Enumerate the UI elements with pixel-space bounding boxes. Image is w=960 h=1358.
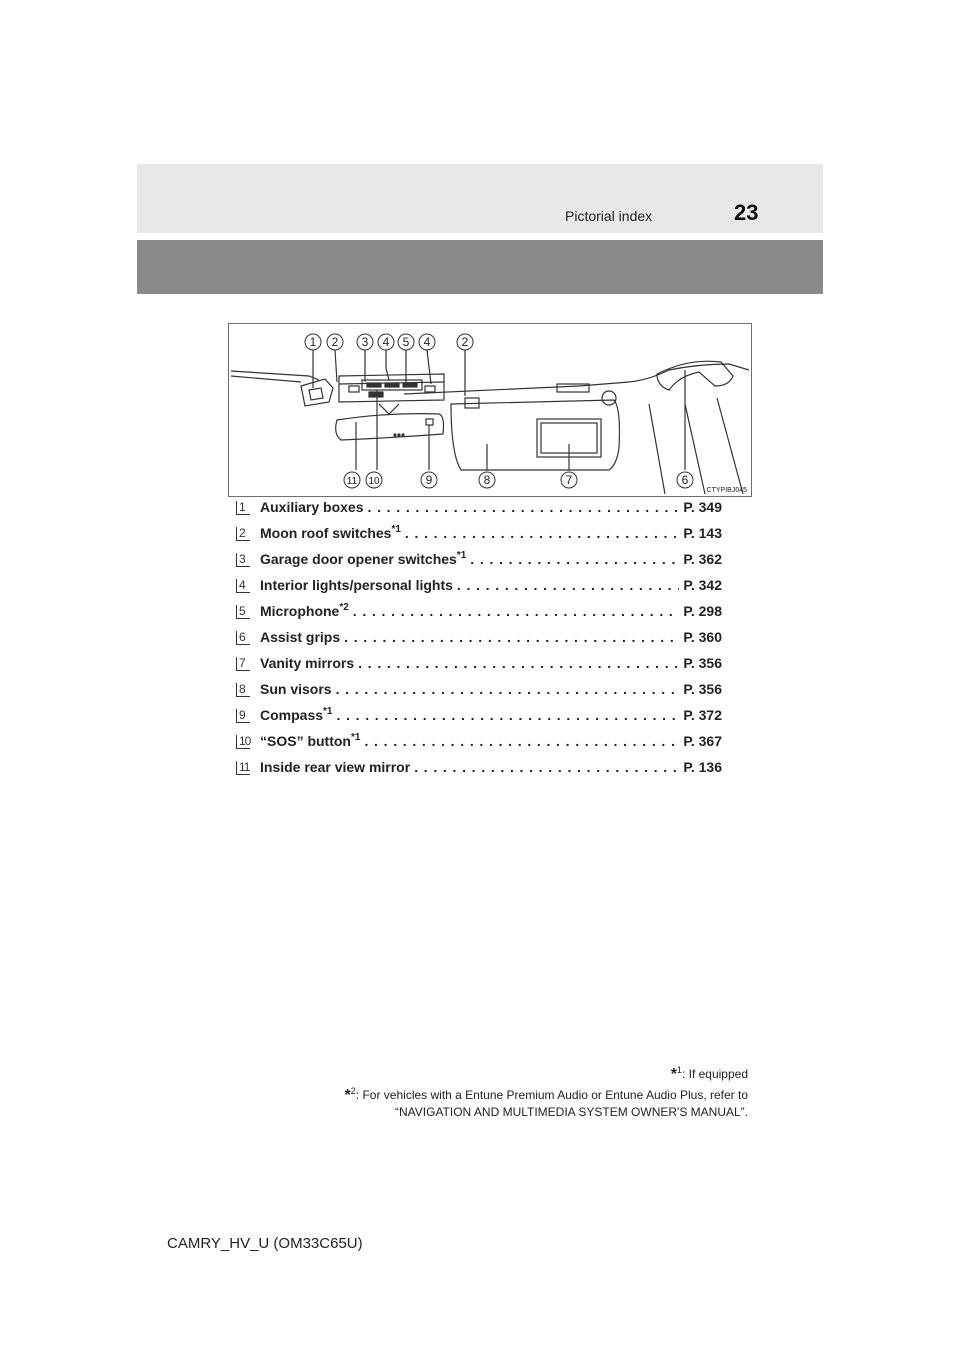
item-label: “SOS” button$^{*1}$ — [260, 732, 361, 749]
list-item — [236, 497, 736, 523]
list-item — [236, 679, 736, 705]
dot-leader — [457, 577, 679, 593]
item-label: Interior lights/personal lights — [260, 577, 453, 593]
item-number: 1 — [236, 501, 250, 515]
item-page-ref[interactable]: P. 136 — [683, 759, 722, 775]
item-page-ref[interactable]: P. 342 — [683, 577, 722, 593]
callout-label: 8 — [483, 473, 491, 487]
list-item — [236, 575, 736, 601]
callout-label: 4 — [423, 335, 431, 349]
callout-label: 2 — [461, 335, 469, 349]
callout-label: 9 — [425, 473, 433, 487]
item-list — [236, 497, 736, 783]
item-page-ref[interactable]: P. 349 — [683, 499, 722, 515]
item-label: Auxiliary boxes — [260, 499, 364, 515]
callout-label: 2 — [331, 335, 339, 349]
list-item — [236, 757, 736, 783]
document-code: CAMRY_HV_U (OM33C65U) — [167, 1235, 363, 1252]
item-number: 9 — [236, 709, 250, 723]
list-item — [236, 601, 736, 627]
interior-illustration — [228, 323, 752, 497]
page-number: 23 — [734, 200, 759, 225]
item-number: 5 — [236, 605, 250, 619]
item-label: Inside rear view mirror — [260, 759, 411, 775]
item-label: Vanity mirrors — [260, 655, 355, 671]
dot-leader — [336, 707, 679, 723]
dot-leader — [368, 499, 680, 515]
list-item — [236, 731, 736, 757]
item-number: 10 — [236, 735, 250, 749]
item-number: 7 — [236, 657, 250, 671]
dot-leader — [353, 603, 680, 619]
overhead-console-drawing — [229, 324, 751, 496]
section-title: Pictorial index — [565, 208, 653, 224]
callout-label: 3 — [361, 335, 369, 349]
item-page-ref[interactable]: P. 362 — [683, 551, 722, 567]
item-page-ref[interactable]: P. 360 — [683, 629, 722, 645]
header-dark-band — [137, 240, 823, 294]
item-number: 3 — [236, 553, 250, 567]
item-label: Microphone$^{*2}$ — [260, 602, 349, 619]
item-label: Moon roof switches$^{*1}$ — [260, 524, 401, 541]
item-page-ref[interactable]: P. 298 — [683, 603, 722, 619]
item-number: 8 — [236, 683, 250, 697]
dot-leader — [344, 629, 679, 645]
dot-leader — [336, 681, 680, 697]
item-label: Garage door opener switches$^{*1}$ — [260, 550, 467, 567]
list-item — [236, 549, 736, 575]
item-label: Sun visors — [260, 681, 332, 697]
list-item — [236, 653, 736, 679]
callout-label: 6 — [681, 473, 689, 487]
item-page-ref[interactable]: P. 372 — [683, 707, 722, 723]
dot-leader — [414, 759, 679, 775]
dot-leader — [470, 551, 679, 567]
item-page-ref[interactable]: P. 367 — [683, 733, 722, 749]
footnote-1: *$^1$: If equipped — [670, 1065, 748, 1083]
dot-leader — [358, 655, 679, 671]
list-item — [236, 627, 736, 653]
dot-leader — [405, 525, 679, 541]
header-band — [137, 164, 823, 233]
item-label: Assist grips — [260, 629, 341, 645]
footnote-2-cont: “NAVIGATION AND MULTIMEDIA SYSTEM OWNER'S MANUAL”. — [395, 1105, 748, 1119]
item-number: 11 — [236, 761, 250, 775]
item-page-ref[interactable]: P. 356 — [683, 655, 722, 671]
dot-leader — [364, 733, 679, 749]
item-number: 2 — [236, 527, 250, 541]
callout-label: 11 — [346, 476, 358, 487]
item-number: 6 — [236, 631, 250, 645]
callout-label: 5 — [402, 335, 410, 349]
callout-label: 10 — [368, 476, 380, 487]
callout-label: 4 — [382, 335, 390, 349]
item-page-ref[interactable]: P. 143 — [683, 525, 722, 541]
item-number: 4 — [236, 579, 250, 593]
figure-code: CTYPIBJ045 — [706, 487, 747, 494]
callout-label: 1 — [309, 335, 317, 349]
callout-label: 7 — [565, 473, 573, 487]
list-item — [236, 523, 736, 549]
footnotes — [345, 1062, 748, 1120]
item-label: Compass$^{*1}$ — [260, 706, 333, 723]
footnote-2: *$^2$: For vehicles with a Entune Premium Audio or Entune Audio Plus, refer to — [344, 1086, 748, 1104]
item-page-ref[interactable]: P. 356 — [683, 681, 722, 697]
list-item — [236, 705, 736, 731]
